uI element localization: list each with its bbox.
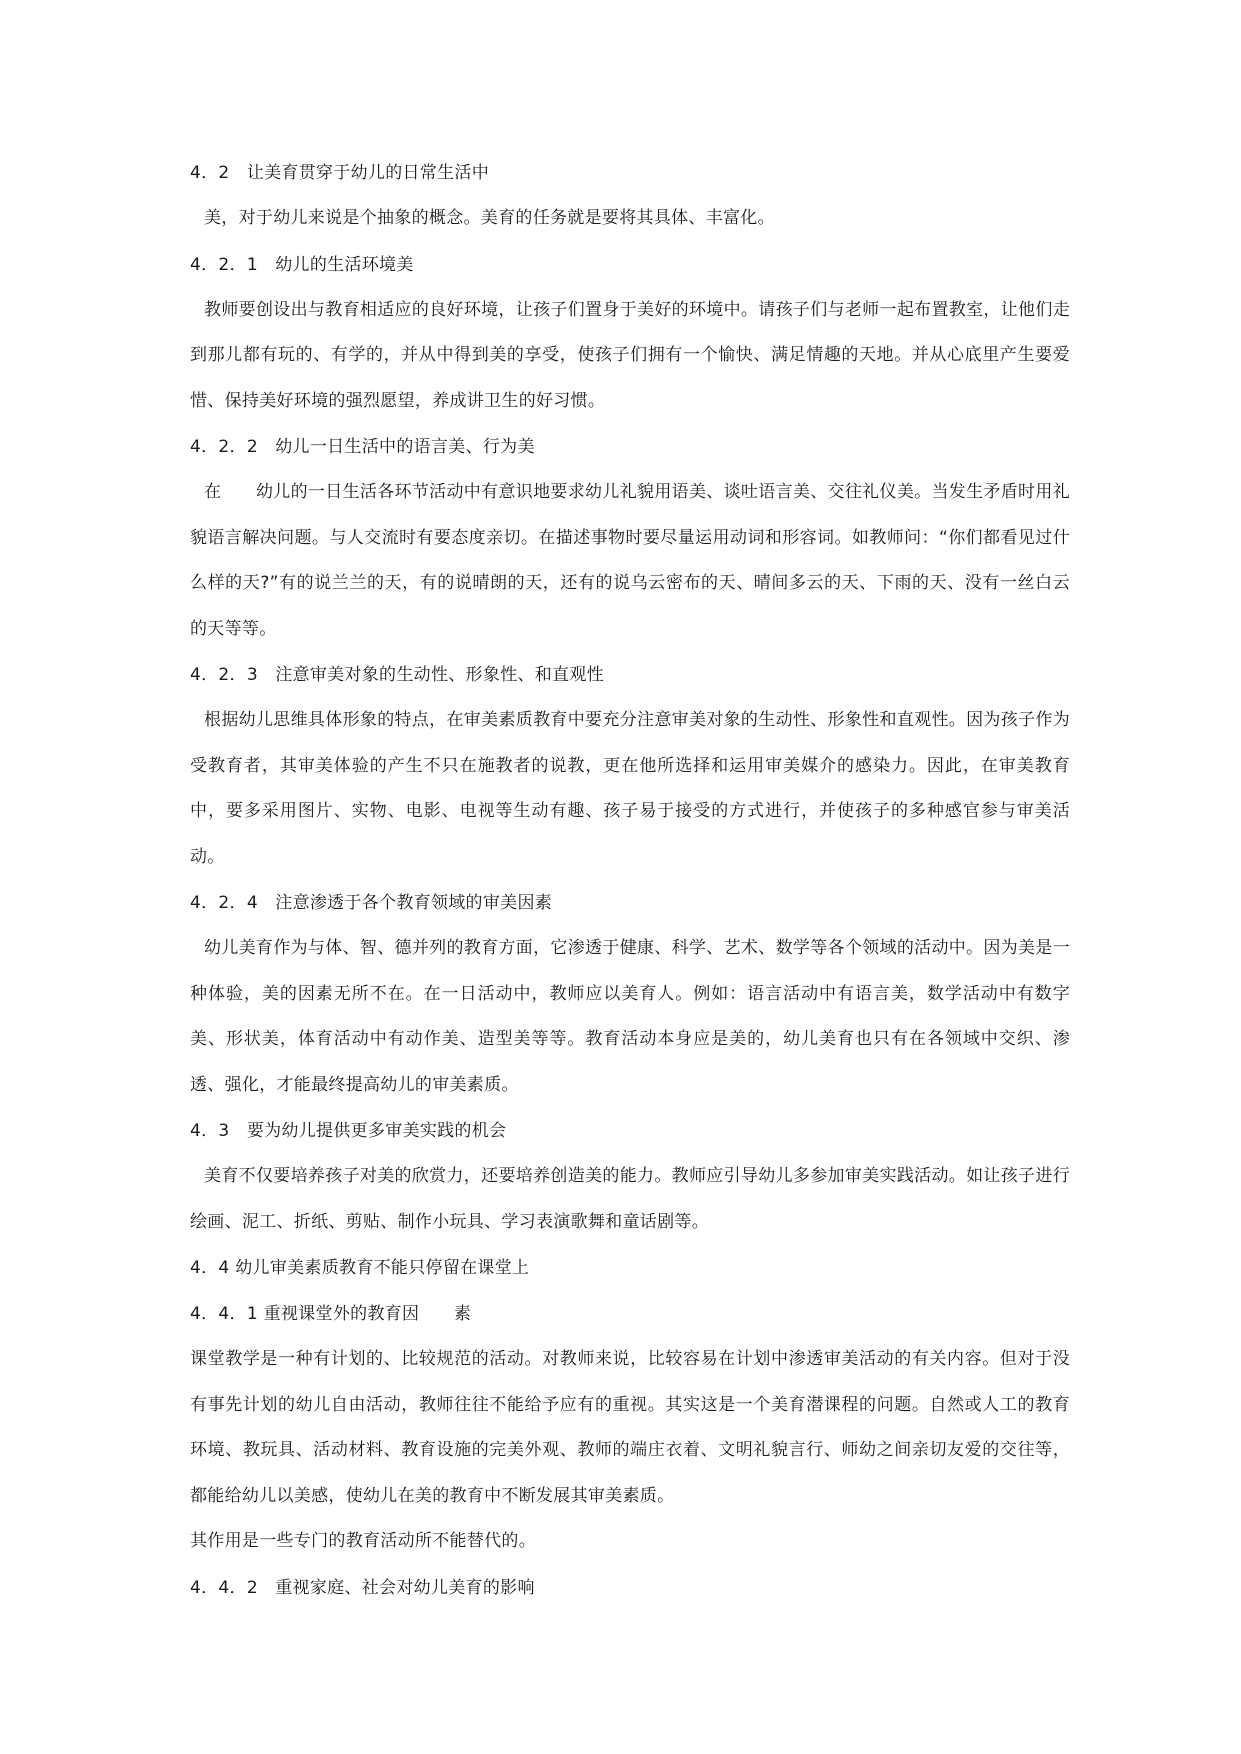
heading-4-4-2: 4．4．2 重视家庭、社会对幼儿美育的影响 bbox=[190, 1577, 535, 1598]
heading-4-4-1: 4．4．1 重视课堂外的教育因 素 bbox=[190, 1304, 472, 1324]
paragraph-4-2-intro: 美，对于幼儿来说是个抽象的概念。美育的任务就是要将其具体、丰富化。 bbox=[204, 208, 775, 228]
paragraph-4-3: 美育不仅要培养孩子对美的欣赏力，还要培养创造美的能力。教师应引导幼儿多参加审美实践活动。如让孩子进行绘画、泥工、折纸、剪贴、制作小玩具、学习表演歌舞和童话剧等。 bbox=[190, 1166, 1070, 1232]
document-page bbox=[190, 150, 1070, 1611]
heading-4-2-2: 4．2．2 幼儿一日生活中的语言美、行为美 bbox=[190, 437, 535, 457]
heading-4-3: 4．3 要为幼儿提供更多审美实践的机会 bbox=[190, 1121, 507, 1141]
paragraph-4-2-2: 在 幼儿的一日生活各环节活动中有意识地要求幼儿礼貌用语美、谈吐语言美、交往礼仪美。当发生矛盾时用礼貌语言解决问题。与人交流时有要态度亲切。在描述事物时要尽量运用动词和形容词。如教师问：“你们都看见过什么样的天?”有的说兰兰的天，有的说晴朗的天，还有的说乌云密布的天、晴间多云的天、下雨的天、没有一丝白云的天等等。 bbox=[190, 482, 1070, 639]
heading-4-2: 4．2 让美育贯穿于幼儿的日常生活中 bbox=[190, 163, 490, 183]
paragraph-4-2-1: 教师要创设出与教育相适应的良好环境，让孩子们置身于美好的环境中。请孩子们与老师一起布置教室，让他们走到那儿都有玩的、有学的，并从中得到美的享受，使孩子们拥有一个愉快、满足情趣的天地。并从心底里产生要爱惜、保持美好环境的强烈愿望，养成讲卫生的好习惯。 bbox=[190, 299, 1070, 411]
paragraph-4-2-4: 幼儿美育作为与体、智、德并列的教育方面，它渗透于健康、科学、艺术、数学等各个领域的活动中。因为美是一种体验，美的因素无所不在。在一日活动中，教师应以美育人。例如：语言活动中有语言美，数学活动中有数字美、形状美，体育活动中有动作美、造型美等等。教育活动本身应是美的，幼儿美育也只有在各领域中交织、渗透、强化，才能最终提高幼儿的审美素质。 bbox=[190, 938, 1070, 1095]
heading-4-2-1: 4．2．1 幼儿的生活环境美 bbox=[190, 254, 414, 275]
heading-4-2-4: 4．2．4 注意渗透于各个教育领域的审美因素 bbox=[190, 893, 553, 913]
paragraph-4-4-1: 课堂教学是一种有计划的、比较规范的活动。对教师来说，比较容易在计划中渗透审美活动的有关内容。但对于没有事先计划的幼儿自由活动，教师往往不能给予应有的重视。其实这是一个美育潜课程的问题。自然或人工的教育环境、教玩具、活动材料、教育设施的完美外观、教师的端庄衣着、文明礼貌言行、师幼之间亲切友爱的交往等，都能给幼儿以美感，使幼儿在美的教育中不断发展其审美素质。 bbox=[190, 1349, 1070, 1506]
heading-4-4: 4．4 幼儿审美素质教育不能只停留在课堂上 bbox=[190, 1258, 530, 1278]
paragraph-4-4-1-continued: 其作用是一些专门的教育活动所不能替代的。 bbox=[190, 1531, 536, 1551]
heading-4-2-3: 4．2．3 注意审美对象的生动性、形象性、和直观性 bbox=[190, 665, 604, 685]
paragraph-4-2-3: 根据幼儿思维具体形象的特点，在审美素质教育中要充分注意审美对象的生动性、形象性和直观性。因为孩子作为受教育者，其审美体验的产生不只在施教者的说教，更在他所选择和运用审美媒介的感染力。因此，在审美教育中，要多采用图片、实物、电影、电视等生动有趣、孩子易于接受的方式进行，并使孩子的多种感官参与审美活动。 bbox=[190, 710, 1070, 867]
